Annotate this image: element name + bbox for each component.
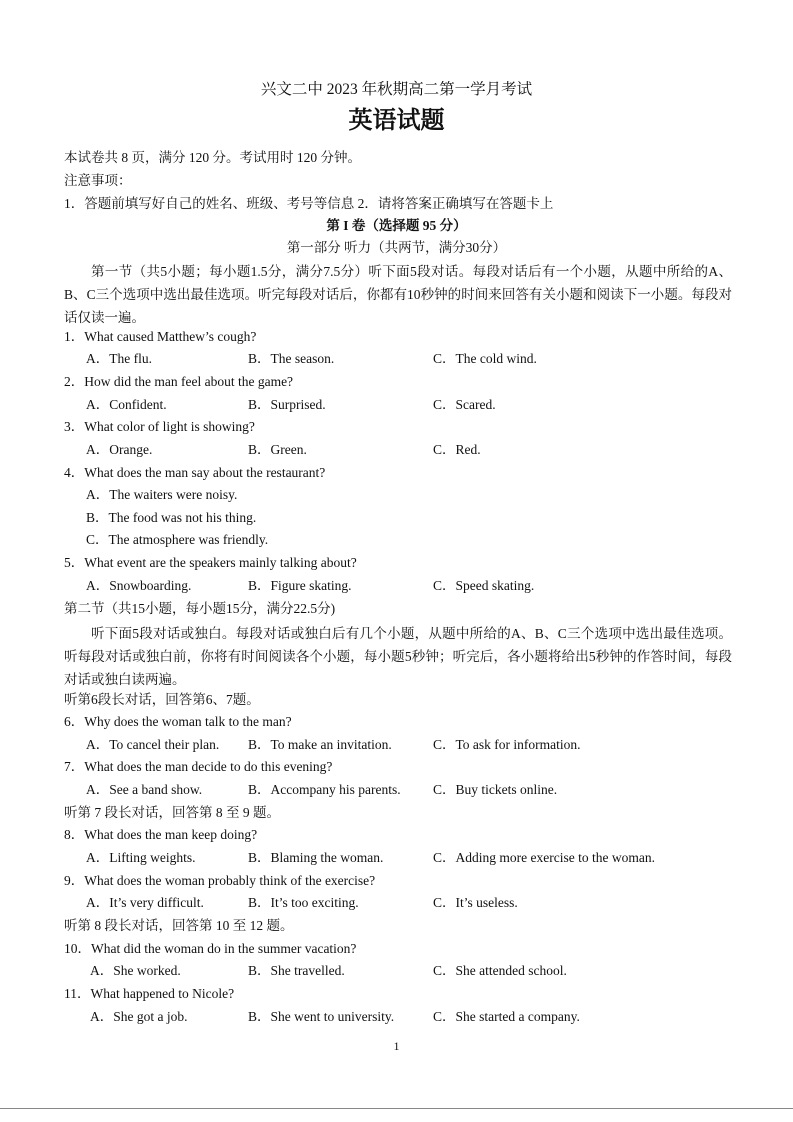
option-b: B．To make an invitation. [248,737,392,752]
option-a: A．She got a job. [90,1009,188,1024]
page-number: 1 [393,1039,400,1053]
question-stem: 7．What does the man decide to do this evening? [64,759,333,774]
option-b: B．Figure skating. [248,578,352,593]
question-stem: 3．What color of light is showing? [64,419,255,434]
dialogue-heading: 听第6段长对话，回答第6、7题。 [64,692,260,707]
notice-heading: 注意事项： [64,173,132,188]
question-stem: 10．What did the woman do in the summer vacation? [64,941,357,956]
question-stem: 1．What caused Matthew’s cough? [64,329,257,344]
option-b: B．The season. [248,351,335,366]
option-a: A．See a band show. [86,782,203,797]
option-c: C．The atmosphere was friendly. [86,532,269,547]
question-stem: 8．What does the man keep doing? [64,827,258,842]
option-c: C．She attended school. [433,963,567,978]
option-b: B．The food was not his thing. [86,510,257,525]
section2-heading: 第二节（共15小题，每小题15分，满分22.5分) [64,601,336,616]
option-c: C．The cold wind. [433,351,537,366]
exam-info: 本试卷共 8 页，满分 120 分。考试用时 120 分钟。 [64,150,361,165]
part1-title: 第一部分 听力（共两节，满分30分） [286,240,507,255]
option-c: C．It’s useless. [433,895,518,910]
option-a: A．To cancel their plan. [86,737,220,752]
section1-instruction: 第一节（共5小题；每小题1.5分，满分7.5分）听下面5段对话。每段对话后有一个小题，从题中所给的A、B、C三个选项中选出最佳选项。听完每段对话后，你都有10秒钟的时间来回答有关小题和阅读下一小题。每段对话仅读一遍。 [64,264,732,325]
option-a: A．The waiters were noisy. [86,487,238,502]
section2-instruction: 听下面5段对话或独白。每段对话或独白后有几个小题，从题中所给的A、B、C三个选项中选出最佳选项。听每段对话或独白前，你将有时间阅读各个小题，每小题5秒钟；听完后，各小题将给出5秒钟的作答时间，每段对话或独白读两遍。 [64,626,732,687]
option-b: B．Blaming the woman. [248,850,384,865]
volume-title: 第 I 卷（选择题 95 分） [326,218,467,233]
option-a: A．She worked. [90,963,181,978]
option-c: C．Red. [433,442,481,457]
dialogue-heading: 听第 8 段长对话，回答第 10 至 12 题。 [64,918,294,933]
question-stem: 2．How did the man feel about the game? [64,374,294,389]
exam-title: 兴文二中 2023 年秋期高二第一学月考试 [260,81,533,98]
page-bottom-divider [0,1108,793,1109]
question-stem: 4．What does the man say about the restaurant? [64,465,326,480]
option-a: A．Snowboarding. [86,578,192,593]
option-c: C．To ask for information. [433,737,581,752]
option-a: A．The flu. [86,351,152,366]
option-a: A．It’s very difficult. [86,895,204,910]
dialogue-heading: 听第 7 段长对话，回答第 8 至 9 题。 [64,805,280,820]
subject-title: 英语试题 [348,106,445,134]
option-a: A．Lifting weights. [86,850,196,865]
question-stem: 11．What happened to Nicole? [64,986,235,1001]
option-c: C．She started a company. [433,1009,580,1024]
option-c: C．Buy tickets online. [433,782,558,797]
option-b: B．Green. [248,442,307,457]
notice-item: 1．答题前填写好自己的姓名、班级、考号等信息 2．请将答案正确填写在答题卡上 [64,196,554,211]
question-stem: 9．What does the woman probably think of the exercise? [64,873,376,888]
option-c: C．Speed skating. [433,578,535,593]
option-a: A．Orange. [86,442,153,457]
option-b: B．It’s too exciting. [248,895,359,910]
question-stem: 6．Why does the woman talk to the man? [64,714,292,729]
option-b: B．She went to university. [248,1009,395,1024]
question-stem: 5．What event are the speakers mainly talking about? [64,555,357,570]
option-b: B．Surprised. [248,397,326,412]
option-b: B．She travelled. [248,963,345,978]
option-c: C．Adding more exercise to the woman. [433,850,655,865]
option-a: A．Confident. [86,397,167,412]
option-b: B．Accompany his parents. [248,782,401,797]
option-c: C．Scared. [433,397,496,412]
